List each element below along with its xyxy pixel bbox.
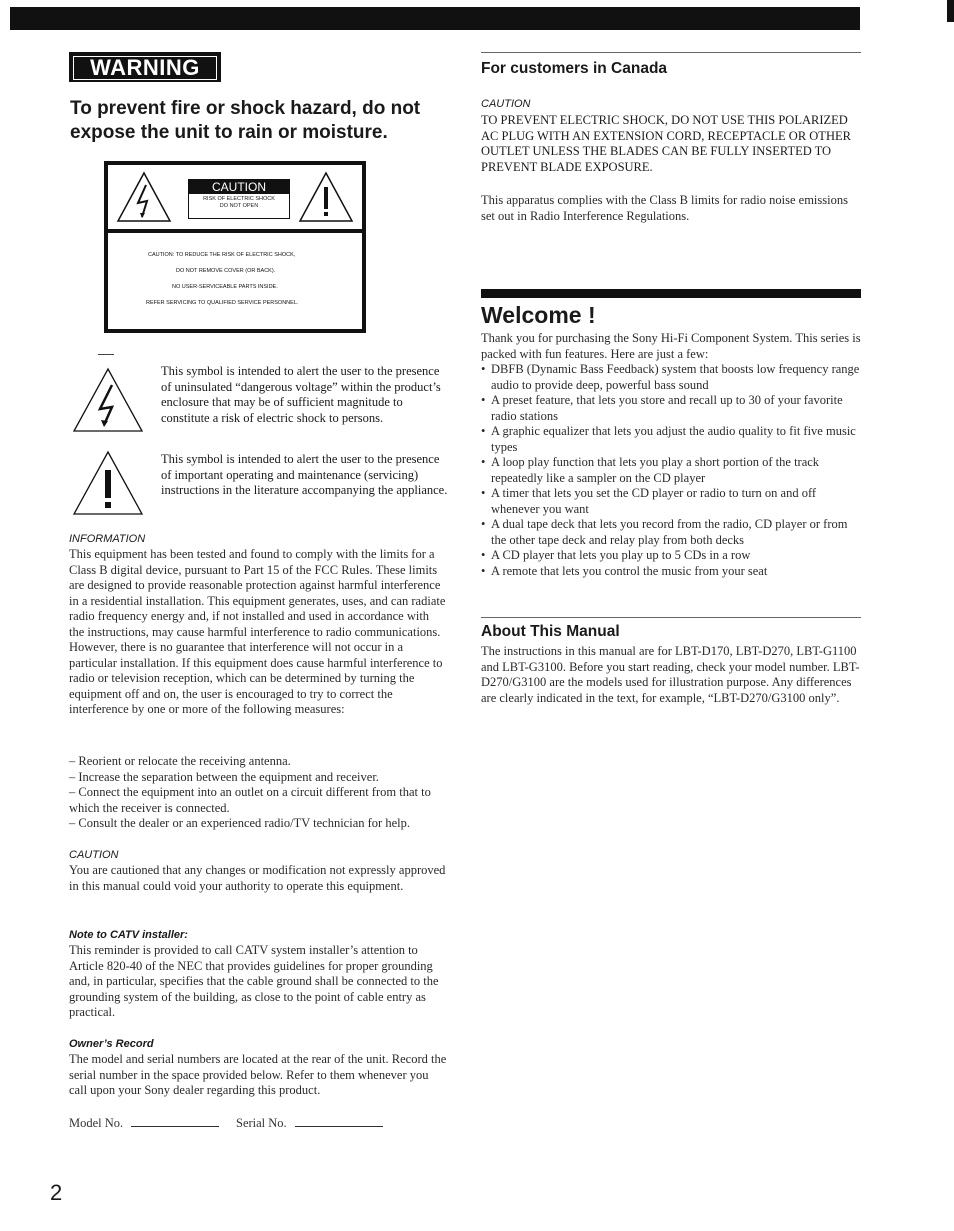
serial-number-blank (295, 1117, 383, 1127)
caution-line-2: DO NOT REMOVE COVER (OR BACK). (176, 268, 276, 274)
feature-item: • A CD player that lets you play up to 5 CDs in a row (481, 548, 861, 564)
caution-title: CAUTION (189, 180, 289, 194)
feature-item: • A loop play function that lets you play a short portion of the track repeatedly like a sampler on the CD player (481, 455, 861, 486)
canada-caution-label: CAUTION (481, 98, 531, 110)
model-number-blank (131, 1117, 219, 1127)
about-rule (481, 617, 861, 618)
caution-line-1: CAUTION: TO REDUCE THE RISK OF ELECTRIC SHOCK, (148, 252, 296, 258)
caution-label-graphic (104, 161, 366, 333)
catv-text: This reminder is provided to call CATV system installer’s attention to Article 820-40 of the NEC that provides guidelines for proper grounding and, in particular, specifies that the cable ground shall be connected to the grounding system of the building, as close to the point of cable entry as practical. (69, 943, 439, 1019)
small-dash-mark (98, 354, 114, 355)
owners-record-label: Owner’s Record (69, 1038, 154, 1050)
feature-item: • DBFB (Dynamic Bass Feedback) system that boosts low frequency range audio to provide deep, powerful bass sound (481, 362, 861, 393)
exclamation-symbol-icon (72, 450, 144, 516)
caution-subtitle-2: DO NOT OPEN (219, 203, 259, 209)
interference-measures (69, 754, 447, 832)
feature-item: • A graphic equalizer that lets you adjust the audio quality to fit five music types (481, 424, 861, 455)
exclamation-symbol-text: This symbol is intended to alert the user to the presence of important operating and maintenance (servicing) instructions in the literature accompanying the appliance. (161, 452, 448, 497)
caution-subtitle-1: RISK OF ELECTRIC SHOCK (203, 196, 275, 202)
lightning-symbol-text: This symbol is intended to alert the user to the presence of uninsulated “dangerous voltage” within the product’s enclosure that may be of sufficient magnitude to constitute a risk of electric shock to persons. (161, 364, 441, 425)
caution-line-3: NO USER-SERVICEABLE PARTS INSIDE. (172, 284, 278, 290)
serial-number-field: Serial No. (236, 1116, 383, 1131)
lightning-warning-icon (116, 171, 172, 223)
warning-headline: To prevent fire or shock hazard, do not expose the unit to rain or moisture. (70, 98, 421, 143)
caution-section-text: You are cautioned that any changes or modification not expressly approved in this manual could void your authority to operate this equipment. (69, 863, 446, 893)
caution-label-top (108, 165, 362, 229)
feature-item: • A preset feature, that lets you store and recall up to 30 of your favorite radio stations (481, 393, 861, 424)
welcome-rule (481, 289, 861, 298)
measure-item: – Consult the dealer or an experienced radio/TV technician for help. (69, 816, 410, 830)
measure-item: – Increase the separation between the equipment and receiver. (69, 769, 379, 784)
model-number-field: Model No. (69, 1116, 219, 1131)
caution-label-bottom (108, 233, 362, 329)
catv-label: Note to CATV installer: (69, 929, 188, 941)
about-heading: About This Manual (481, 623, 620, 640)
feature-list (481, 362, 861, 579)
header-bar (10, 7, 860, 30)
information-text: This equipment has been tested and found to comply with the limits for a Class B digital device, pursuant to Part 15 of the FCC Rules. These limits are designed to provide reasonable protection against harmful interference in a residential installation. This equipment generates, uses, and can radiate radio frequency energy and, if not installed and used in accordance with the instructions, may cause harmful interference to radio communications. However, there is no guarantee that interference will not occur in a particular installation. If this equipment does cause harmful interference to radio or television reception, which can be determined by turning the equipment off and on, the user is encouraged to try to correct the interference by one or more of the following measures: (69, 547, 446, 716)
warning-badge: WARNING (70, 53, 220, 81)
measure-item: – Connect the equipment into an outlet on a circuit different from that to which the receiver is connected. (69, 785, 431, 815)
canada-heading: For customers in Canada (481, 60, 668, 77)
measure-item: – Reorient or relocate the receiving antenna. (69, 754, 291, 768)
page-number: 2 (50, 1180, 63, 1205)
welcome-heading: Welcome ! (481, 302, 596, 328)
canada-rule (481, 52, 861, 53)
caution-section-label: CAUTION (69, 849, 119, 861)
canada-classb-text: This apparatus complies with the Class B limits for radio noise emissions set out in Radio Interference Regulations. (481, 193, 848, 223)
feature-item: • A dual tape deck that lets you record from the radio, CD player or from the other tape deck and relay play from both decks (481, 517, 861, 548)
about-text: The instructions in this manual are for LBT-D170, LBT-D270, LBT-G1100 and LBT-G3100. Before you start reading, check your model number. LBT-D270/G3100 are the models used for illustration purpose. Any differences are clearly indicated in the text, for example, “LBT-D270/G3100 only”. (481, 644, 860, 705)
edge-marker (947, 0, 954, 22)
feature-item: • A remote that lets you control the music from your seat (481, 564, 861, 580)
feature-item: • A timer that lets you set the CD player or radio to turn on and off whenever you want (481, 486, 861, 517)
lightning-symbol-icon (72, 367, 144, 433)
caution-core-box (188, 179, 290, 219)
canada-caution-text: TO PREVENT ELECTRIC SHOCK, DO NOT USE THIS POLARIZED AC PLUG WITH AN EXTENSION CORD, RECEPTACLE OR OTHER OUTLET UNLESS THE BLADES CAN BE FULLY INSERTED TO PREVENT BLADE EXPOSURE. (481, 113, 851, 174)
owners-record-text: The model and serial numbers are located at the rear of the unit. Record the serial number in the space provided below. Refer to them whenever you call upon your Sony dealer regarding this product. (69, 1052, 447, 1097)
exclamation-warning-icon (298, 171, 354, 223)
caution-line-4: REFER SERVICING TO QUALIFIED SERVICE PERSONNEL. (146, 300, 299, 306)
welcome-intro: Thank you for purchasing the Sony Hi-Fi Component System. This series is packed with fun features. Here are just a few: (481, 331, 861, 361)
information-label: INFORMATION (69, 533, 146, 545)
